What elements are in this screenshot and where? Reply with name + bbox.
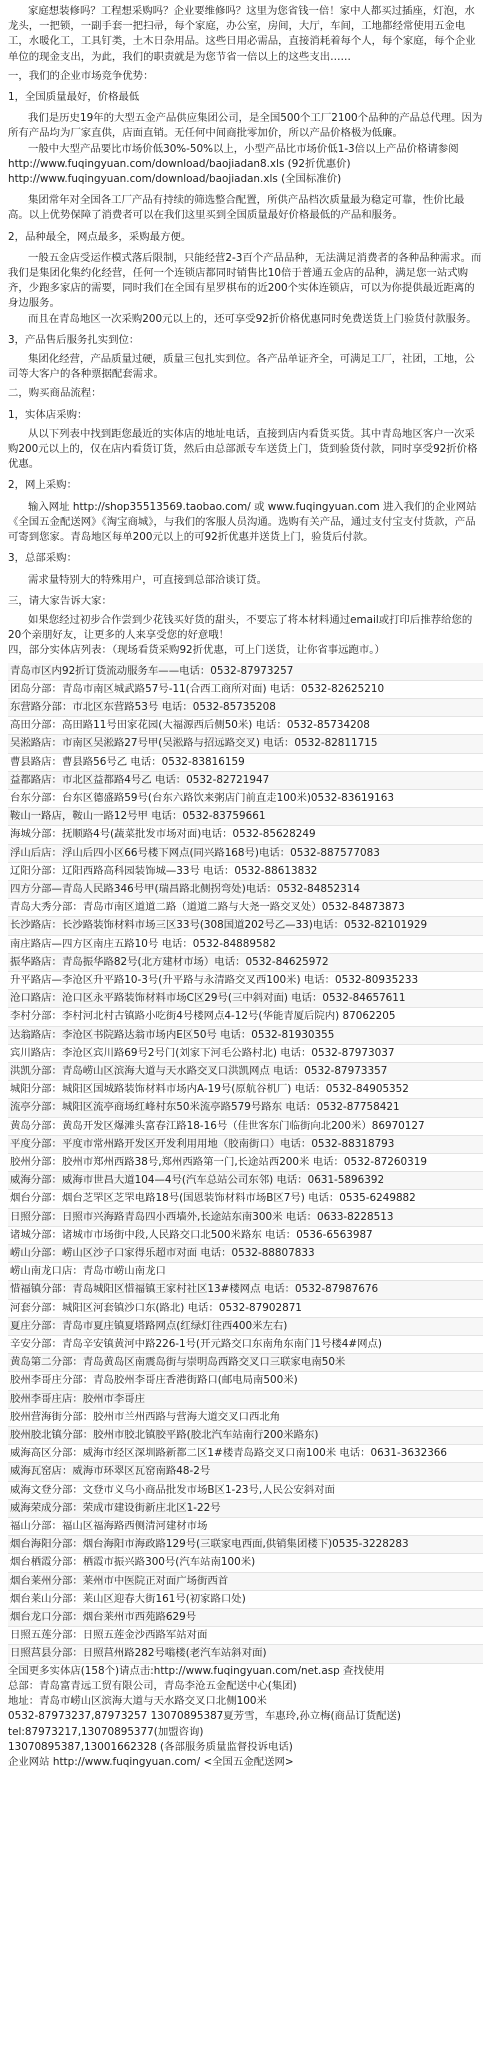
branch-item: 高田分部：高田路11号田家花园(大福源西后侧50米) 电话：0532-85734208 xyxy=(8,717,483,735)
branch-item: 团岛分部：青岛市南区城武路57号-11(合西工商所对面) 电话：0532-82625210 xyxy=(8,681,483,699)
branch-item: 胶州李哥庄分部：青岛胶州李哥庄香港街路口(邮电局南500米) xyxy=(8,1372,483,1390)
branch-item: 崂山南龙口店：青岛市崂山南龙口 xyxy=(8,1263,483,1281)
section2-3-title: 3，总部采购： xyxy=(8,552,77,565)
section1-1-para1: 我们是历史19年的大型五金产品供应集团公司，是全国500个工厂2100个品种的产品总代理。因为所有产品均为厂家直供，店面直销。无任何中间商批零加价，所以产品价格极为低廉。 xyxy=(8,112,483,140)
section2-title: 二，购买商品流程： xyxy=(8,387,102,400)
section3-title: 三，请大家告诉大家： xyxy=(8,594,112,607)
branch-item: 夏庄分部：青岛市夏庄镇夏塔路网点(红绿灯往西400米左右) xyxy=(8,1318,483,1336)
branch-item: 流亭分部：城阳区流亭商场红峰村东50米流亭路579号路东 电话：0532-87758421 xyxy=(8,1099,483,1117)
footer-line: 0532-87973237,87973257 13070895387夏芳雪，车惠玲,孙立梅(商品订货配送) xyxy=(8,1710,401,1723)
branch-item: 四方分部—青岛人民路346号甲(瑞昌路北侧拐弯处)电话：0532-84852314 xyxy=(8,881,483,899)
intro-paragraph: 家庭想装修吗？工程想采购吗？企业要维修吗？这里为您省钱一倍！家中人都买过插座，灯泡，水龙头，一把锁，一副手套一把扫帚，每个家庭，办公室，房间，大厅，车间，工地都经常使用五金电工，水暖化工，工具钉类，土木日杂用品。这些日用必需品，直接消耗着每个人，每个家庭，每个企业单位的现金支出，为此，我们的职责就是为您节省一倍以上的这些支出…… xyxy=(8,5,476,63)
footer-site-label: 企业网站 xyxy=(8,1755,50,1768)
branch-item: 烟台海阳分部：烟台海阳市海政路129号(三联家电西面,供销集团楼下)0535-3228283 xyxy=(8,1536,483,1554)
branch-item: 海城分部：抚顺路4号(蔬菜批发市场对面)电话：0532-85628249 xyxy=(8,826,483,844)
branch-item: 胶州胶北镇分部：胶州市胶北镇胶平路(胶北汽车站南行200米路东) xyxy=(8,1427,483,1445)
price-list-link-standard[interactable]: http://www.fuqingyuan.com/download/baojiadan.xls (全国标准价) xyxy=(8,173,342,186)
footer-line: tel:87973217,13070895377(加盟咨询) xyxy=(8,1725,204,1738)
branch-item: 台东分部：台东区德盛路59号(台东六路饮来粥店门前直走100米)0532-83619163 xyxy=(8,790,483,808)
branch-item: 城阳分部：城阳区国城路装饰材料市场内A-19号(原航谷机厂) 电话：0532-84905352 xyxy=(8,1081,483,1099)
branch-item: 威海高区分部：威海市经区深圳路新都二区1#楼青岛路交叉口南100米 电话：0631-3632366 xyxy=(8,1445,483,1463)
branch-item: 威海荣成分部：荣成市建设街新庄北区1-22号 xyxy=(8,1500,483,1518)
section1-1-title: 1，全国质量最好，价格最低 xyxy=(8,91,140,104)
branch-item: 黄岛分部：黄岛开发区爆滩头富春江路18-16号（佳世客东门临街向北200米）86970127 xyxy=(8,1118,483,1136)
section2-2-para1: 输入网址 http://shop35513569.taobao.com/ 或 www.fuqingyuan.com 进入我们的企业网站《全国五金配送网》《淘宝商城》，与我们的客服人员沟通。选购有关产品，通过支付宝支付货款，产品可寄到您家。青岛地区每单200元以上的可92折优惠并送货上门，验货后付款。 xyxy=(8,500,477,544)
section1-1-para3: 集团常年对全国各工厂产品有持续的筛选整合配置，所供产品档次质量最为稳定可靠，性价比最高。以上优势保障了消费者可以在我们这里买到全国质量最好价格最低的产品和服务。 xyxy=(8,194,465,222)
footer-line: 地址：青岛市崂山区滨海大道与天水路交叉口北侧100米 xyxy=(8,1695,267,1708)
footer xyxy=(8,1679,483,1755)
section3-para1: 如果您经过初步合作尝到少花钱买好货的甜头，不要忘了将本材料通过email或打印后推荐给您的20个亲朋好友，让更多的人来享受您的好意哦！ xyxy=(8,613,473,642)
section1-1-para2: 一般中大型产品要比市场价低30%-50%以上，小型产品比市场价低1-3倍以上产品价格请参阅 xyxy=(28,142,459,155)
branch-item: 东营路分部：市北区东营路53号 电话：0532-85735208 xyxy=(8,699,483,717)
section1-title: 一，我们的企业市场竞争优势： xyxy=(8,69,154,82)
branch-item: 宾川路店：李沧区宾川路69号2号门(刘家下河毛公路村北) 电话：0532-87973037 xyxy=(8,1045,483,1063)
branch-item: 惜福镇分部：青岛城阳区惜福镇王家村社区13#楼网点 电话：0532-87987676 xyxy=(8,1281,483,1299)
branch-item: 日照莒县分部：日照莒州路282号嗡楼(老汽车站斜对面) xyxy=(8,1645,483,1663)
branch-item: 胶州营海街分部：胶州市兰州西路与营海大道交叉口西北角 xyxy=(8,1409,483,1427)
branch-item: 平度分部：平度市常州路开发区开发利用用地（胶南街口）电话：0532-88318793 xyxy=(8,1136,483,1154)
section2-1-title: 1，实体店采购： xyxy=(8,408,88,421)
branch-list xyxy=(8,663,483,1664)
footer-line: 总部：青岛富青远工贸有限公司，青岛李沧五金配送中心(集团) xyxy=(8,1679,297,1692)
branch-item: 辽阳分部：辽阳西路高科园装饰城—33号 电话：0532-88613832 xyxy=(8,863,483,881)
branch-item: 日照五莲分部：日照五莲金沙西路军站对面 xyxy=(8,1627,483,1645)
branch-item: 曹县路店：曹县路56号乙 电话：0532-83816159 xyxy=(8,754,483,772)
branch-item: 胶州分部：胶州市郑州西路38号,郑州西路第一门,长途站西200米 电话：0532-87260319 xyxy=(8,1154,483,1172)
branch-item: 振华路店：青岛振华路82号(北方建材市场）电话：0532-84625972 xyxy=(8,954,483,972)
section2-3-para1: 需求量特别大的特殊用户，可直接到总部洽谈订货。 xyxy=(28,573,267,586)
section1-2-para1: 一般五金店受运作模式落后限制，只能经营2-3百个产品品种，无法满足消费者的各种品种需求。而我们是集团化集约化经营，任何一个连锁店都同时销售比10倍于普通五金店的品种，满足您一站式购齐，少跑多家店的需要，同时我们在全国有星罗棋布的近200个实体连锁店，可以为你提供最近距离的身边服务。 xyxy=(8,251,482,310)
branch-item: 吴淞路店：市南区吴淞路27号甲(吴淞路与招远路交叉) 电话：0532-82811715 xyxy=(8,735,483,753)
branch-item: 烟台栖霞分部：栖霞市振兴路300号(汽车站南100米) xyxy=(8,1554,483,1572)
branch-item: 李村分部：李村河北村古镇路小吃街4号楼网点4-12号(华能青厦后院内) 87062205 xyxy=(8,1008,483,1026)
branch-item: 威海瓦窑店：威海市环翠区瓦窑南路48-2号 xyxy=(8,1463,483,1481)
branch-item: 威海分部：威海市世昌大道104—4号(汽车总站公司东邻) 电话：0631-5896392 xyxy=(8,1172,483,1190)
branch-item: 长沙路店：长沙路装饰材料市场三区33号(308国道202号乙—33)电话：0532-82101929 xyxy=(8,917,483,935)
branch-item: 烟台莱山分部：莱山区迎春大街161号(初家路口处) xyxy=(8,1591,483,1609)
branch-item: 烟台分部：烟台芝罘区芝罘电路18号(国恩装饰材料市场B区7号) 电话：0535-6249882 xyxy=(8,1190,483,1208)
branch-item: 青岛市区内92折订货流动服务车——电话：0532-87973257 xyxy=(8,663,483,681)
branch-item: 沧口路店：沧口区永平路装饰材料市场C区29号(三中斜对面) 电话：0532-84657611 xyxy=(8,990,483,1008)
branch-item: 日照分部：日照市兴海路青岛四小西墙外,长途站东南300米 电话：0633-8228513 xyxy=(8,1209,483,1227)
section1-2-title: 2，品种最全，网点最多，采购最方便。 xyxy=(8,230,192,243)
branch-item: 威海文登分部：文登市义乌小商品批发市场B区1-23号,人民公安斜对面 xyxy=(8,1482,483,1500)
section1-3-title: 3，产品售后服务扎实到位： xyxy=(8,333,140,346)
footer-site-link[interactable]: http://www.fuqingyuan.com/ <全国五金配送网> xyxy=(52,1755,294,1768)
section2-1-para1: 从以下列表中找到距您最近的实体店的地址电话，直接到店内看货买货。其中青岛地区客户一次采购200元以上的，仅在店内看货订货，然后由总部派专车送货上门，货到验货付款，同时享受92折价格优惠。 xyxy=(8,427,478,471)
branch-item: 崂山分部：崂山区沙子口家得乐超市对面 电话：0532-88807833 xyxy=(8,1245,483,1263)
section2-2-title: 2，网上采购： xyxy=(8,479,77,492)
price-list-link-92[interactable]: http://www.fuqingyuan.com/download/baojiadan8.xls (92折优惠价) xyxy=(8,157,351,170)
branch-item: 达翁路店：李沧区书院路达翁市场内E区50号 电话：0532-81930355 xyxy=(8,1027,483,1045)
branch-item: 烟台莱州分部：莱州市中医院正对面广场街西首 xyxy=(8,1573,483,1591)
branch-item: 益都路店：市北区益都路4号乙 电话：0532-82721947 xyxy=(8,772,483,790)
branch-item: 鞍山一路店，鞍山一路12号甲 电话：0532-83759661 xyxy=(8,808,483,826)
section4-title: 四，部分实体店列表：（现场看货采购92折优惠，可上门送货，让你省事远跑市。） xyxy=(8,644,385,657)
footer-line: 13070895387,13001662328 (各部服务质量监督投诉电话) xyxy=(8,1740,293,1753)
footer-site-line xyxy=(8,1755,483,1770)
branch-item: 升平路店—李沧区升平路10-3号(升平路与永清路交叉西100米) 电话：0532-80935233 xyxy=(8,972,483,990)
section1-3-para1: 集团化经营，产品质量过硬，质量三包扎实到位。各产品单证齐全，可满足工厂，社团，工地，公司等大客户的各种票据配套需求。 xyxy=(8,353,475,381)
branch-item: 洪凯分部：青岛崂山区滨海大道与天水路交叉口洪凯网点 电话：0532-87973357 xyxy=(8,1063,483,1081)
branch-item: 浮山后店：浮山后四小区66号楼下网点(同兴路168号)电话：0532-887577083 xyxy=(8,845,483,863)
more-stores-line[interactable]: 全国更多实体店(158个)请点击:http://www.fuqingyuan.com/net.asp 查找使用 xyxy=(8,1664,385,1677)
branch-item: 胶州李哥庄店：胶州市李哥庄 xyxy=(8,1391,483,1409)
branch-item: 烟台龙口分部：烟台莱州市西苑路629号 xyxy=(8,1609,483,1627)
branch-item: 南庄路店—四方区南庄五路10号 电话：0532-84889582 xyxy=(8,936,483,954)
branch-item: 辛安分部：青岛辛安镇黄河中路226-1号(开元路交口东南角东南门1号楼4#网点) xyxy=(8,1336,483,1354)
branch-item: 福山分部：福山区福海路西侧清河建材市场 xyxy=(8,1518,483,1536)
section1-2-para2: 而且在青岛地区一次采购200元以上的，还可享受92折价格优惠同时免费送货上门验货付款服务。 xyxy=(28,312,477,325)
branch-item: 青岛大秀分部：青岛市南区道道二路（道道二路与大尧一路交叉处）0532-84873873 xyxy=(8,899,483,917)
branch-item: 河套分部：城阳区河套镇沙口东(路北) 电话：0532-87902871 xyxy=(8,1300,483,1318)
branch-item: 诸城分部：诸城市市场街中段,人民路交口北500米路东 电话：0536-6563987 xyxy=(8,1227,483,1245)
branch-item: 黄岛第二分部：青岛黄岛区南震岛街与崇明岛西路交叉口三联家电南50米 xyxy=(8,1354,483,1372)
